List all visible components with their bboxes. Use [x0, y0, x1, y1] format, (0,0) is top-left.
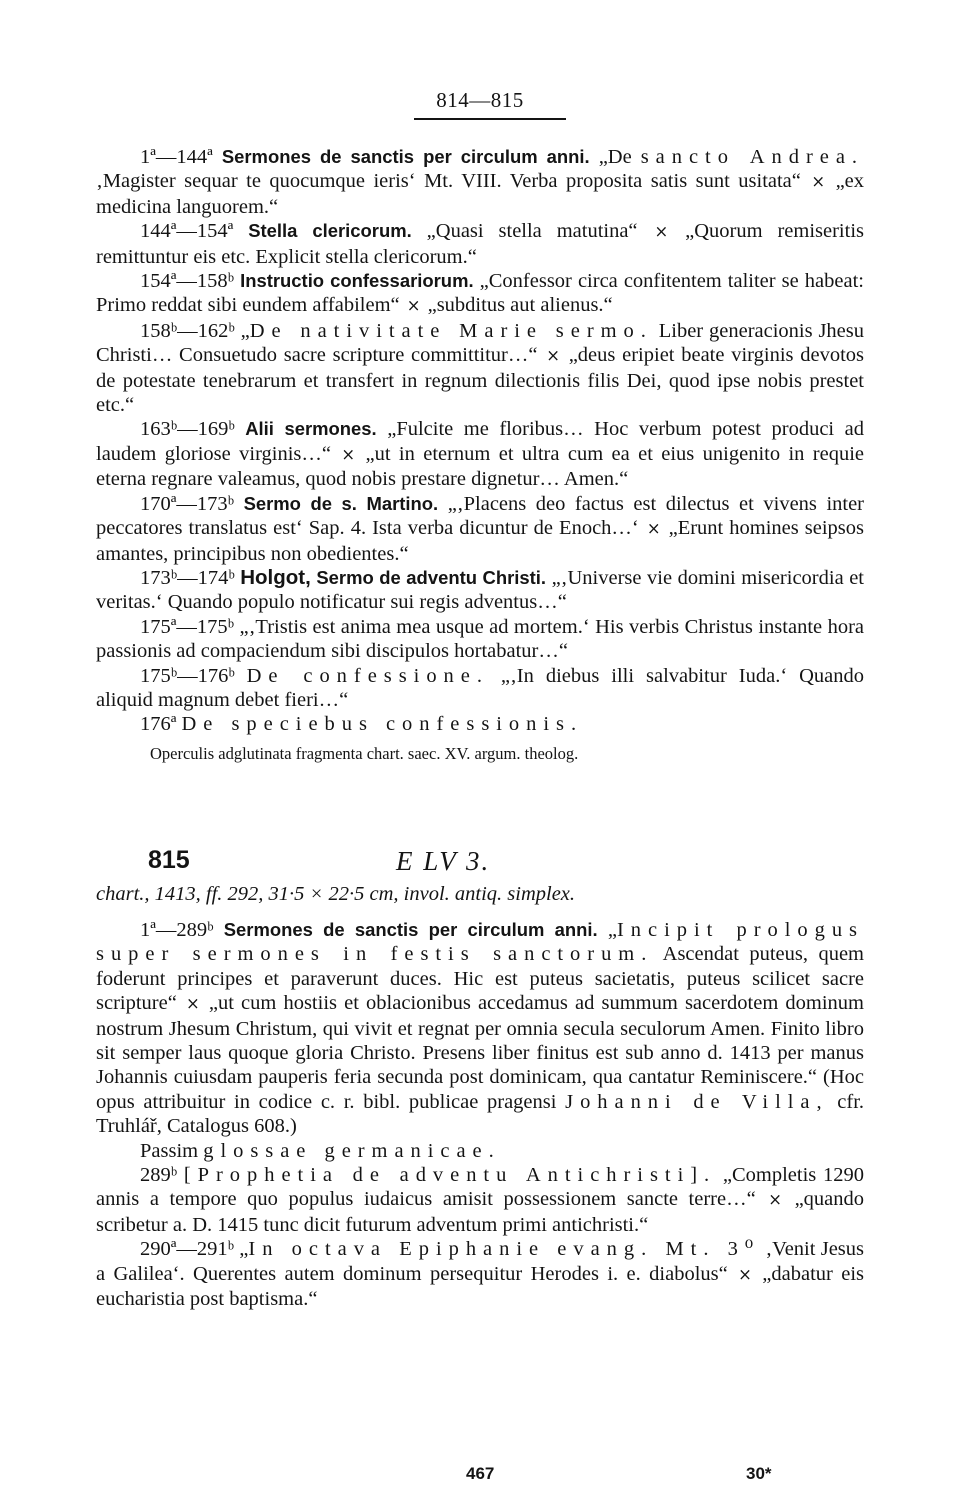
spaced-heading: glossae germanicae.: [203, 1139, 501, 1162]
entry: [96, 492, 864, 566]
spaced-heading: sancto Andrea.: [640, 146, 865, 168]
explicit: „ut in eternum et ultra cum ea et eius unigenito in requie eterna regnare valeamus, quod nobis prestare dignetur… Amen.“: [96, 442, 864, 491]
entry: [96, 566, 864, 615]
spaced-heading: [Prophetia de adventu Antichristi].: [183, 1164, 717, 1187]
explicit: „ex medicina languorem.“: [96, 170, 865, 218]
incipit: „‚In diebus illi salvabitur Iuda.‘ Quando aliquid magnum debet fieri…“: [96, 664, 864, 711]
incipit: Liber generacionis Jhesu Christi… Consuetudo sacre scripture committitur…“: [96, 319, 865, 367]
entry: [96, 712, 864, 736]
entry: [96, 918, 864, 1139]
cross-symbol: ×: [654, 222, 669, 242]
spaced-name: Johanni de Villa,: [565, 1090, 829, 1113]
cross-symbol: ×: [646, 519, 661, 539]
incipit-lead: „: [607, 919, 617, 941]
folio-range: 1ª—144ª: [140, 146, 213, 168]
codex-815-entries: [96, 918, 864, 1312]
author-name: Holgot,: [240, 565, 311, 589]
spaced-heading: De speciebus confessionis.: [181, 713, 584, 736]
remark: (Hoc opus attribuitur in codice c. r. bibl. publicae pragensi: [96, 1066, 864, 1113]
entry: [96, 269, 864, 319]
cross-symbol: ×: [185, 994, 200, 1014]
incipit: „Confessor circa confitentem taliter se habeat: Primo reddat sibi eundem affabilem“: [96, 270, 864, 317]
entry-title: Alii sermones.: [245, 418, 377, 440]
entry: [96, 1139, 864, 1163]
explicit: „subditus aut alienus.“: [427, 294, 613, 317]
spaced-heading: De nativitate Marie sermo.: [249, 319, 653, 342]
entry: [96, 664, 864, 713]
explicit: „Quorum remiseritis remittuntur eis etc. Explicit stella clericorum.“: [96, 220, 864, 268]
cross-symbol: ×: [768, 1190, 782, 1210]
folio-range: 175ª—175ᵇ: [140, 615, 235, 638]
folio-range: 170ª—173ᵇ: [140, 492, 235, 515]
incipit-lead: „: [239, 1238, 249, 1261]
cross-symbol: ×: [406, 296, 421, 316]
folio-range: 158ᵇ—162ᵇ: [140, 319, 235, 342]
cross-symbol: ×: [811, 172, 826, 192]
header-rule: [414, 118, 566, 120]
cross-symbol: ×: [738, 1264, 752, 1284]
entry-title: Sermones de sanctis per circulum anni.: [221, 146, 590, 167]
cross-symbol: ×: [546, 346, 560, 366]
codex-note: Operculis adglutinata fragmenta chart. saec. XV. argum. theolog.: [150, 743, 579, 763]
incipit: „Completis 1290 annis a tempore quo populus iudaicus amisit possessionem sancte terre…“: [96, 1164, 864, 1211]
incipit: ‚Magister sequar te quocumque ieris‘ Mt. VIII. Verba proposita satis sunt usitata“: [96, 170, 801, 193]
entry-title: Sermo de s. Martino.: [243, 492, 439, 514]
remark-reference: cfr. Truhlář, Catalogus 608.): [96, 1090, 865, 1138]
entry-title: Sermones de sanctis per circulum anni.: [223, 919, 598, 940]
cross-symbol: ×: [341, 444, 356, 464]
codex-description: chart., 1413, ff. 292, 31·5 × 22·5 cm, invol. antiq. simplex.: [96, 883, 576, 905]
explicit: „Erunt homines seipsos amantes, principibus non obedientes.“: [96, 517, 865, 565]
incipit: „‚Tristis est anima mea usque ad mortem.‘ His verbis Christus instante hora passionis ad compaciendum sibi discipulos hortabatur…“: [96, 615, 864, 663]
entry-title: Stella clericorum.: [248, 220, 412, 242]
incipit: „‚Universe vie domini misericordia et veritas.‘ Quando populo notificatur sui regis adventus…“: [96, 566, 864, 614]
entry: [96, 1237, 864, 1311]
spaced-heading: De confessione.: [246, 664, 489, 687]
entry: [96, 615, 864, 664]
remark-lead: Passim: [140, 1139, 199, 1162]
incipit: Ascendat puteus, quem foderunt principes et paraverunt duces. Hic est puteus sacietatis, puteus scilicet sacre scripture“: [96, 943, 865, 1015]
folio-range: 289ᵇ: [140, 1164, 178, 1187]
folio-range: 176ª: [140, 713, 177, 736]
codex-signature: E LV 3.: [396, 846, 491, 876]
explicit: „quando scribetur a. D. 1415 tunc dicit futurum adventum primi antichristi.“: [96, 1188, 865, 1236]
page-number: 467: [466, 1464, 495, 1483]
entry: [96, 319, 864, 418]
entry-title: Instructio confessariorum.: [240, 270, 474, 292]
explicit: „dabatur eis eucharistia post baptisma.“: [96, 1262, 865, 1311]
folio-range: 144ª—154ª: [140, 220, 234, 243]
folio-range: 1ª—289ᵇ: [140, 919, 214, 941]
explicit: „ut cum hostiis et oblacionibus accedamus ad summum sacerdotem dominum nostrum Jhesum Christum, qui vivit et regnat per omnia secula seculorum Amen. Finito libro sit semper laus quoque gloria Christo. Presens liber finitus est sub anno d. 1413 per manus Johannis cuiusdam pauperis feria secunda post dominicam, qua cantatur Reminiscere.“: [96, 992, 865, 1089]
incipit: „Quasi stella matutina“: [426, 220, 638, 243]
codex-header: [96, 846, 864, 882]
running-head: 814—815: [436, 88, 524, 112]
folio-range: 290ª—291ᵇ: [140, 1238, 235, 1261]
incipit-lead: „: [240, 319, 250, 342]
incipit: „‚Placens deo factus est dilectus et vivens inter peccatores translatus est‘ Sap. 4. Ista verba dicuntur de Enoch…‘: [96, 492, 865, 540]
incipit: „Fulcite me floribus… Hoc verbum potest produci ad laudem gloriose virginis…“: [96, 418, 864, 465]
entry: [96, 1163, 864, 1237]
spaced-heading: In octava Epiphanie evang. Mt. 3⁰: [248, 1238, 761, 1261]
entry-title: Sermo de adventu Christi.: [316, 566, 547, 588]
folio-range: 175ᵇ—176ᵇ: [140, 664, 235, 687]
codex-number: 815: [148, 846, 190, 874]
entry: [96, 219, 864, 269]
incipit-lead: „De: [598, 146, 632, 168]
folio-range: 173ᵇ—174ᵇ: [140, 566, 235, 589]
spaced-heading: Incipit prologus super sermones in festis sanctorum.: [96, 919, 865, 966]
incipit: ‚Venit Jesus a Galilea‘. Querentes autem dominum persequitur Herodes i. e. diabolus“: [96, 1238, 865, 1285]
entry: [96, 145, 864, 219]
folio-range: 163ᵇ—169ᵇ: [140, 418, 235, 441]
signature-mark: 30*: [746, 1464, 772, 1483]
codex-814-entries: [96, 145, 864, 765]
entry: [96, 417, 864, 491]
explicit: „deus eripiet beate virginis devotos de potestate tenebrarum et transfert in regnum dilectionis filis Dei, quod ipse nobis prestet etc.“: [96, 344, 865, 417]
folio-range: 154ª—158ᵇ: [140, 270, 235, 293]
